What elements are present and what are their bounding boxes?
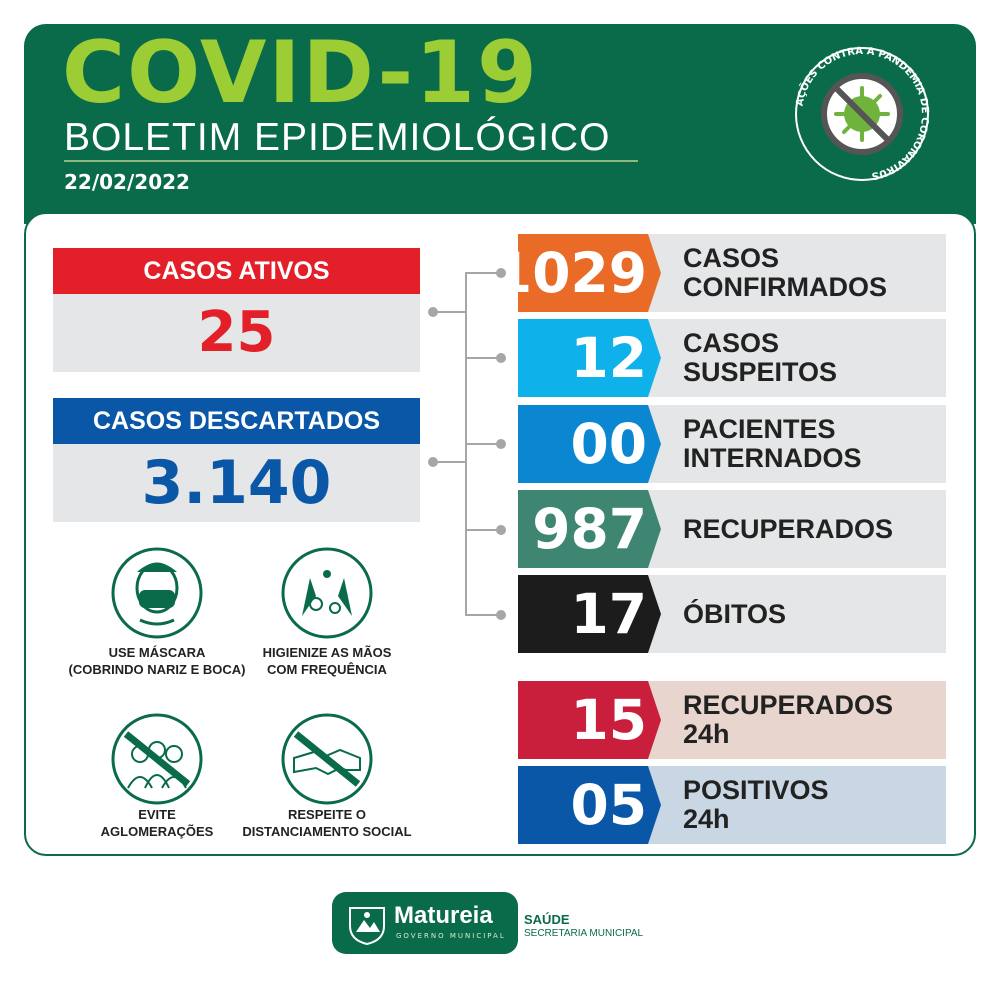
stat-hospitalized: [518, 405, 946, 483]
stat-value: 987: [532, 497, 647, 561]
header-divider: [64, 160, 638, 162]
brand-subtitle: GOVERNO MUNICIPAL: [396, 932, 506, 940]
discarded-cases-label: CASOS DESCARTADOS: [53, 398, 420, 444]
stat-label-line2: INTERNADOS: [683, 443, 862, 473]
hand-wash-icon: [280, 546, 374, 640]
tip-line1: USE MÁSCARA: [108, 645, 206, 660]
stat-value-box: [518, 405, 661, 483]
tip-line2: AGLOMERAÇÕES: [100, 824, 214, 839]
stat-suspected-cases: [518, 319, 946, 397]
brand-name: Matureia: [394, 902, 493, 929]
stat-value-box: [518, 681, 661, 759]
discarded-cases-value: 3.140: [53, 444, 420, 522]
connector-dot: [428, 457, 438, 467]
face-mask-icon: [110, 546, 204, 640]
tip-caption: [217, 644, 437, 678]
stat-label-line1: CASOS: [683, 243, 780, 273]
active-cases-label: CASOS ATIVOS: [53, 248, 420, 294]
page-title: COVID-19: [62, 23, 539, 123]
connector-dot: [496, 353, 506, 363]
stat-label-line1: RECUPERADOS: [683, 690, 894, 720]
tip-line2: COM FREQUÊNCIA: [267, 662, 387, 677]
stat-deaths: [518, 575, 946, 653]
active-cases-value: 25: [53, 294, 420, 372]
connector-dot: [496, 525, 506, 535]
municipality-logo: [332, 892, 518, 954]
stat-recovered: [518, 490, 946, 568]
stat-value: 15: [570, 688, 647, 752]
stat-recovered-24h: [518, 681, 946, 759]
stat-label-line1: RECUPERADOS: [683, 513, 894, 544]
stat-value: 12: [570, 326, 647, 390]
tip-line1: RESPEITE O: [287, 807, 367, 822]
stat-value-box: [518, 575, 661, 653]
connector-dot: [496, 610, 506, 620]
active-cases-card: [53, 248, 420, 372]
no-handshake-icon: [280, 712, 374, 806]
stat-label-line2: 24h: [683, 804, 730, 834]
no-crowd-icon: [110, 712, 204, 806]
coat-of-arms-icon: [344, 900, 390, 946]
stat-value: 05: [570, 773, 647, 837]
connector-dot: [428, 307, 438, 317]
stat-value-box: [493, 234, 661, 312]
stat-label-line2: SUSPEITOS: [683, 357, 838, 387]
no-coronavirus-seal-icon: [792, 44, 932, 184]
stat-label-line1: ÓBITOS: [683, 598, 787, 629]
discarded-cases-card: [53, 398, 420, 522]
tip-caption: [217, 806, 437, 840]
stat-label-line2: CONFIRMADOS: [683, 272, 887, 302]
stat-value: 17: [570, 582, 647, 646]
stat-label-line1: PACIENTES: [683, 414, 836, 444]
stat-confirmed-cases: [493, 234, 946, 312]
connector-line: [436, 461, 466, 463]
department-subtitle: SECRETARIA MUNICIPAL: [524, 928, 644, 939]
svg-text:AÇÕES CONTRA A PANDEMIA DE COR: AÇÕES CONTRA A PANDEMIA DE CORONAVIRUS: [794, 45, 931, 182]
stat-value-box: [518, 490, 661, 568]
stat-label-line2: 24h: [683, 719, 730, 749]
page-subtitle: BOLETIM EPIDEMIOLÓGICO: [64, 116, 611, 159]
stat-value: 1029: [493, 241, 647, 305]
connector-dot: [496, 439, 506, 449]
tip-line1: HIGIENIZE AS MÃOS: [262, 645, 392, 660]
stat-label-line1: POSITIVOS: [683, 775, 829, 805]
connector-line: [436, 311, 466, 313]
stat-value: 00: [570, 412, 647, 476]
stat-label-line1: CASOS: [683, 328, 780, 358]
tip-line2: DISTANCIAMENTO SOCIAL: [242, 824, 412, 839]
department-name: SAÚDE: [524, 912, 570, 927]
stat-value-box: [518, 766, 661, 844]
bulletin-date: 22/02/2022: [64, 170, 190, 194]
tip-line1: EVITE: [138, 807, 176, 822]
stat-value-box: [518, 319, 661, 397]
tip-line2: (COBRINDO NARIZ E BOCA): [68, 662, 246, 677]
stat-positive-24h: [518, 766, 946, 844]
